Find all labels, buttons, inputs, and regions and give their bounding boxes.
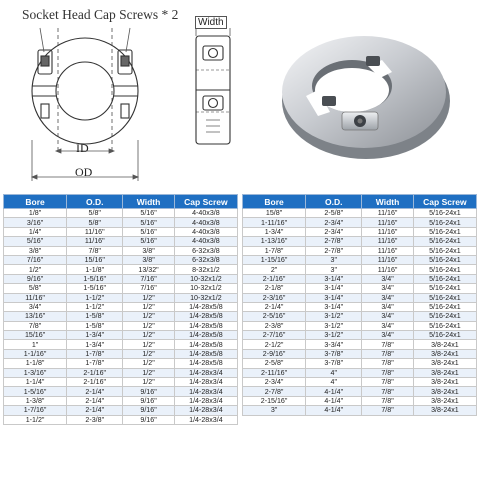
table-cell: 1-5/16" [67,284,123,293]
table-cell: 3/4" [362,312,413,321]
table-cell: 3/8" [123,246,174,255]
table-row [243,396,477,405]
table-cell: 1-5/8" [67,312,123,321]
table-row [4,274,238,283]
table-cell: 3-7/8" [306,359,362,368]
table-cell: 11/16" [362,255,413,264]
table-cell: 1/4-28x5/8 [174,331,237,340]
table-row [4,406,238,415]
table-cell: 2-11/16" [243,368,306,377]
table-cell: 1/2" [123,331,174,340]
table-cell: 3-1/4" [306,293,362,302]
table-cell: 2-9/16" [243,349,306,358]
width-label: Width [195,16,227,29]
table-cell: 2-3/16" [243,293,306,302]
table-cell: 7/8" [362,396,413,405]
table-cell: 2-7/16" [243,331,306,340]
table-cell: 4-1/4" [306,396,362,405]
table-cell: 5/16-24x1 [413,218,476,227]
table-row [4,255,238,264]
table-cell: 4" [306,378,362,387]
table-cell: 2-15/16" [243,396,306,405]
table-cell: 5/8" [67,209,123,218]
table-cell: 5/16-24x1 [413,227,476,236]
table-cell: 7/8" [362,387,413,396]
table-row [243,284,477,293]
table-cell: 2-1/4" [243,302,306,311]
table-cell: 5/16-24x1 [413,321,476,330]
table-row [4,378,238,387]
table-row [243,209,477,218]
table-cell: 1-5/16" [67,274,123,283]
table-cell: 1/4-28x5/8 [174,321,237,330]
table-cell: 1/4" [4,227,67,236]
table-row [243,293,477,302]
table-cell: 3-1/4" [306,302,362,311]
table-cell: 1/2" [123,378,174,387]
table-cell: 7/16" [123,284,174,293]
size-table-left [3,194,238,425]
table-cell: 4-1/4" [306,387,362,396]
table-cell: 2-1/8" [243,284,306,293]
table-row [4,396,238,405]
table-row [4,237,238,246]
table-cell: 4-40x3/8 [174,218,237,227]
table-cell: 2-3/4" [243,378,306,387]
table-cell: 7/8" [362,378,413,387]
table-cell: 1/2" [123,302,174,311]
table-cell: 7/8" [362,406,413,415]
table-row [243,274,477,283]
table-row [243,255,477,264]
table-cell: 1/4-28x3/4 [174,387,237,396]
table-row [4,415,238,424]
table-row [4,349,238,358]
table-cell: 3-7/8" [306,349,362,358]
table-row [243,349,477,358]
table-cell: 10-32x1/2 [174,293,237,302]
table-cell: 7/8" [67,246,123,255]
table-row [243,302,477,311]
table-cell: 1-15/16" [243,255,306,264]
table-cell: 9/16" [123,387,174,396]
table-cell: 9/16" [123,396,174,405]
table-cell: 5/16-24x1 [413,274,476,283]
table-row [4,227,238,236]
table-cell: 11/16" [67,227,123,236]
table-cell: 5/16-24x1 [413,302,476,311]
table-cell: 3-1/2" [306,331,362,340]
table-cell: 4-1/4" [306,406,362,415]
table-cell: 1-1/8" [4,359,67,368]
table-cell: 2-5/16" [243,312,306,321]
table-cell: 1-3/16" [4,368,67,377]
table-cell: 1-5/8" [67,321,123,330]
table-cell: 3/4" [362,274,413,283]
table-cell: 11/16" [362,246,413,255]
table-cell: 3-1/4" [306,284,362,293]
screws-label: Socket Head Cap Screws * 2 [22,7,179,22]
table-cell: 9/16" [123,406,174,415]
table-cell: 1-7/8" [67,349,123,358]
table-cell: 5/16" [123,227,174,236]
table-cell: 3" [306,265,362,274]
table-cell: 5/16" [123,209,174,218]
table-cell: 13/16" [4,312,67,321]
table-cell: 3/8-24x1 [413,340,476,349]
table-cell: 2-1/4" [67,406,123,415]
table-cell: 3/8-24x1 [413,387,476,396]
table-header-row [243,195,477,209]
table-cell: 2-5/8" [306,209,362,218]
table-header-row [4,195,238,209]
header-od: O.D. [67,195,123,209]
table-row [4,209,238,218]
table-cell: 9/16" [123,415,174,424]
table-cell: 2-7/8" [306,246,362,255]
table-row [243,312,477,321]
table-cell: 3/8-24x1 [413,406,476,415]
technical-drawing [0,0,480,192]
table-row [4,246,238,255]
table-cell: 13/32" [123,265,174,274]
table-cell: 11/16" [362,209,413,218]
table-row [243,237,477,246]
table-cell: 5/16-24x1 [413,331,476,340]
table-cell: 10-32x1/2 [174,284,237,293]
header-bore: Bore [4,195,67,209]
table-cell: 1-7/8" [67,359,123,368]
table-cell: 2-3/8" [67,415,123,424]
table-cell: 1/2" [123,349,174,358]
table-cell: 5/16-24x1 [413,246,476,255]
table-cell: 7/8" [362,349,413,358]
table-row [4,387,238,396]
table-cell: 1/4-28x3/4 [174,368,237,377]
table-cell: 1-3/8" [4,396,67,405]
header-cap-screw: Cap Screw [413,195,476,209]
table-row [4,312,238,321]
table-cell: 2-1/4" [67,396,123,405]
collar-front-view [32,28,138,154]
table-cell: 15/16" [4,331,67,340]
table-row [4,265,238,274]
table-cell: 2-1/16" [67,378,123,387]
table-cell: 3/8-24x1 [413,368,476,377]
table-cell: 1/2" [123,293,174,302]
table-cell: 3/8-24x1 [413,396,476,405]
table-cell: 4-40x3/8 [174,227,237,236]
table-cell: 3" [243,406,306,415]
table-cell: 2" [243,265,306,274]
table-cell: 7/8" [362,340,413,349]
table-cell: 3/8-24x1 [413,349,476,358]
table-row [4,284,238,293]
table-row [243,368,477,377]
table-cell: 1/8" [4,209,67,218]
collar-side-view [196,36,230,144]
table-cell: 3/8" [123,255,174,264]
table-cell: 3-1/2" [306,312,362,321]
table-cell: 4-40x3/8 [174,237,237,246]
table-cell: 3/4" [362,284,413,293]
table-cell: 3/8" [4,246,67,255]
table-cell: 3-1/2" [306,321,362,330]
header-bore: Bore [243,195,306,209]
table-cell: 1/4-28x3/4 [174,415,237,424]
table-cell: 1-11/16" [243,218,306,227]
table-cell: 15/8" [243,209,306,218]
table-cell: 7/8" [362,368,413,377]
table-row [243,227,477,236]
collar-3d-render [282,36,450,159]
table-row [243,265,477,274]
table-row [4,293,238,302]
header-width: Width [123,195,174,209]
table-cell: 1/2" [123,340,174,349]
table-cell: 3-3/4" [306,340,362,349]
table-cell: 7/16" [123,274,174,283]
table-cell: 1-5/16" [4,387,67,396]
table-cell: 11/16" [362,227,413,236]
table-cell: 1/4-28x5/8 [174,340,237,349]
table-cell: 11/16" [362,218,413,227]
table-cell: 2-7/8" [243,387,306,396]
table-cell: 1-1/2" [67,293,123,302]
table-row [4,321,238,330]
table-cell: 6-32x3/8 [174,255,237,264]
table-cell: 11/16" [362,237,413,246]
table-cell: 5/16" [123,218,174,227]
table-cell: 2-5/8" [243,359,306,368]
table-row [4,331,238,340]
table-row [4,340,238,349]
table-cell: 1-1/4" [4,378,67,387]
table-cell: 3-1/4" [306,274,362,283]
table-cell: 1-3/4" [67,331,123,340]
table-row [4,359,238,368]
size-table-right [242,194,477,416]
table-cell: 15/16" [67,255,123,264]
header-width: Width [362,195,413,209]
table-cell: 2-1/16" [67,368,123,377]
table-cell: 5/16" [4,237,67,246]
table-cell: 2-3/8" [243,321,306,330]
table-cell: 3/16" [4,218,67,227]
table-cell: 7/8" [4,321,67,330]
table-cell: 10-32x1/2 [174,274,237,283]
table-cell: 1/4-28x5/8 [174,302,237,311]
table-cell: 5/16-24x1 [413,284,476,293]
table-row [243,359,477,368]
table-row [243,331,477,340]
table-cell: 1/2" [123,368,174,377]
table-cell: 11/16" [362,265,413,274]
table-cell: 1-13/16" [243,237,306,246]
table-cell: 1-1/2" [4,415,67,424]
table-cell: 1/2" [123,359,174,368]
table-cell: 6-32x3/8 [174,246,237,255]
table-cell: 8-32x1/2 [174,265,237,274]
table-row [243,246,477,255]
table-cell: 1/4-28x5/8 [174,312,237,321]
header-cap-screw: Cap Screw [174,195,237,209]
table-cell: 1" [4,340,67,349]
table-cell: 1-7/8" [243,246,306,255]
table-row [4,368,238,377]
table-cell: 2-1/2" [243,340,306,349]
table-cell: 3/4" [362,293,413,302]
table-cell: 1-1/8" [67,265,123,274]
header-od: O.D. [306,195,362,209]
table-cell: 2-3/4" [306,218,362,227]
table-cell: 1-1/16" [4,349,67,358]
id-label: ID [76,141,89,155]
table-cell: 3/4" [362,321,413,330]
table-cell: 3/4" [362,302,413,311]
table-cell: 2-1/4" [67,387,123,396]
table-cell: 5/16" [123,237,174,246]
product-illustration [0,0,480,190]
table-cell: 5/16-24x1 [413,312,476,321]
table-cell: 7/8" [362,359,413,368]
table-row [243,321,477,330]
table-cell: 1/2" [4,265,67,274]
table-cell: 2-3/4" [306,227,362,236]
table-cell: 7/16" [4,255,67,264]
table-cell: 9/16" [4,274,67,283]
table-row [243,378,477,387]
table-row [243,387,477,396]
table-cell: 3/8-24x1 [413,359,476,368]
table-cell: 2-7/8" [306,237,362,246]
table-cell: 1/4-28x3/4 [174,378,237,387]
table-cell: 1/4-28x3/4 [174,406,237,415]
table-cell: 1/2" [123,312,174,321]
table-cell: 1/4-28x5/8 [174,349,237,358]
table-cell: 5/8" [67,218,123,227]
table-cell: 2-1/16" [243,274,306,283]
table-row [4,302,238,311]
table-cell: 3/4" [362,331,413,340]
table-cell: 1/4-28x5/8 [174,359,237,368]
table-cell: 4" [306,368,362,377]
table-cell: 3" [306,255,362,264]
table-row [243,340,477,349]
table-row [4,218,238,227]
table-cell: 5/16-24x1 [413,265,476,274]
table-cell: 5/16-24x1 [413,209,476,218]
table-cell: 5/16-24x1 [413,237,476,246]
table-cell: 1/4-28x3/4 [174,396,237,405]
table-cell: 11/16" [4,293,67,302]
table-cell: 5/8" [4,284,67,293]
table-cell: 11/16" [67,237,123,246]
table-cell: 1-1/2" [67,302,123,311]
table-cell: 3/4" [4,302,67,311]
table-cell: 5/16-24x1 [413,255,476,264]
table-cell: 3/8-24x1 [413,378,476,387]
table-cell: 1/2" [123,321,174,330]
table-cell: 4-40x3/8 [174,209,237,218]
table-cell: 1-3/4" [243,227,306,236]
table-cell: 1-7/16" [4,406,67,415]
od-label: OD [75,165,93,179]
width-dimension [196,28,230,36]
table-row [243,406,477,415]
table-cell: 1-3/4" [67,340,123,349]
table-cell: 5/16-24x1 [413,293,476,302]
table-row [243,218,477,227]
